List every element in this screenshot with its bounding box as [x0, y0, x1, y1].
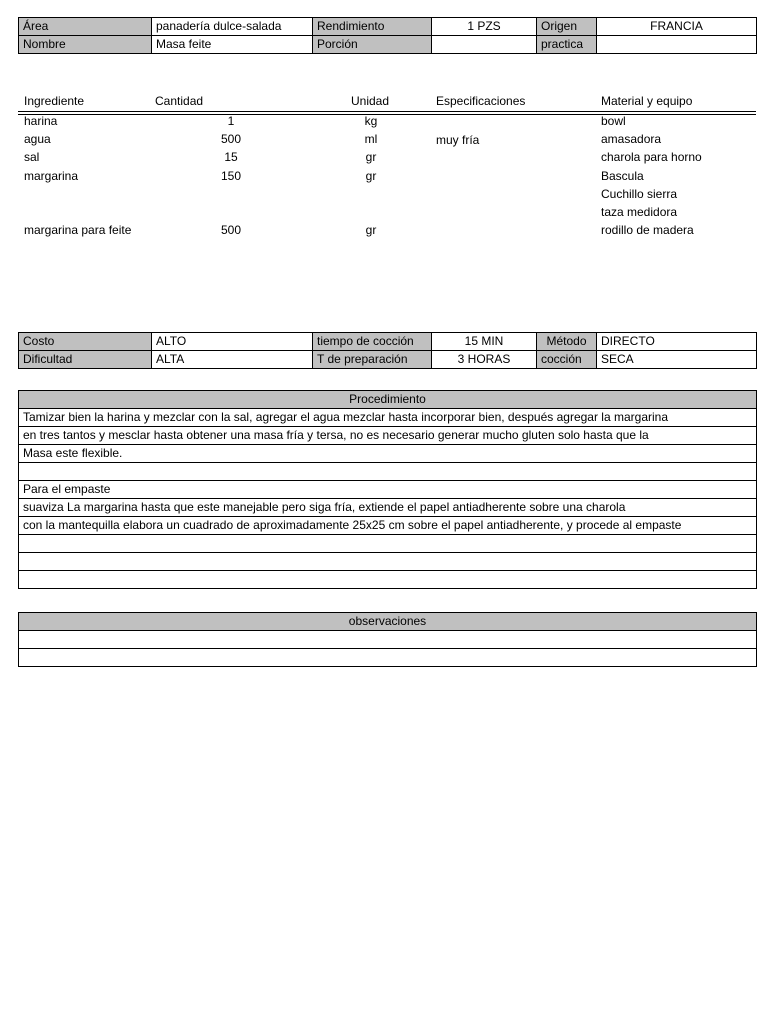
observaciones-line — [19, 649, 757, 667]
porcion-label: Porción — [313, 36, 432, 54]
practica-label: practica — [537, 36, 597, 54]
unidad: gr — [365, 169, 377, 183]
origen-label: Origen — [537, 18, 597, 36]
procedimiento-line: Masa este flexible. — [19, 445, 757, 463]
unidad: gr — [365, 150, 377, 164]
col-material: Material y equipo — [601, 94, 693, 108]
procedimiento-line — [19, 535, 757, 553]
porcion-value — [432, 36, 537, 54]
col-unidad: Unidad — [351, 94, 390, 108]
procedimiento-line: suaviza La margarina hasta que este manejable pero siga fría, extiende el papel antiadherente sobre una charola — [19, 499, 757, 517]
info-table — [18, 332, 757, 369]
preparacion-value: 3 HORAS — [432, 351, 537, 369]
material-item: amasadora — [601, 132, 662, 146]
material-item: rodillo de madera — [601, 223, 694, 237]
origen-value: FRANCIA — [597, 18, 757, 36]
procedimiento-line — [19, 463, 757, 481]
procedimiento-line — [19, 553, 757, 571]
nombre-label: Nombre — [19, 36, 152, 54]
costo-value: ALTO — [152, 333, 313, 351]
header-table — [18, 17, 757, 54]
observaciones-line — [19, 631, 757, 649]
ingredient-row — [18, 114, 756, 132]
ingrediente: agua — [24, 132, 51, 146]
metodo-label: Método — [537, 333, 597, 351]
costo-label: Costo — [19, 333, 152, 351]
unidad: gr — [365, 223, 377, 237]
dificultad-label: Dificultad — [19, 351, 152, 369]
col-ingrediente: Ingrediente — [24, 94, 85, 108]
ingrediente: sal — [24, 150, 40, 164]
ingrediente: harina — [24, 114, 58, 128]
area-label: Área — [19, 18, 152, 36]
tiempo-value: 15 MIN — [432, 333, 537, 351]
preparacion-label: T de preparación — [313, 351, 432, 369]
coccion-value: SECA — [597, 351, 757, 369]
rendimiento-value: 1 PZS — [432, 18, 537, 36]
procedimiento-line: Para el empaste — [19, 481, 757, 499]
unidad: ml — [364, 132, 378, 146]
observaciones-table — [18, 612, 757, 667]
cantidad: 500 — [220, 223, 242, 237]
procedimiento-line: Tamizar bien la harina y mezclar con la sal, agregar el agua mezclar hasta incorporar bien, después agregar la margarina — [19, 409, 757, 427]
procedimiento-line: en tres tantos y mesclar hasta obtener una masa fría y tersa, no es necesario generar mucho gluten solo hasta que la — [19, 427, 757, 445]
col-cantidad: Cantidad — [155, 94, 204, 108]
coccion-label: cocción — [537, 351, 597, 369]
material-item: charola para horno — [601, 150, 702, 164]
material-item: Bascula — [601, 169, 644, 183]
ingrediente: margarina para feite — [24, 223, 132, 237]
practica-value — [597, 36, 757, 54]
cantidad: 500 — [220, 132, 242, 146]
procedimiento-title: Procedimiento — [19, 391, 757, 409]
metodo-value: DIRECTO — [597, 333, 757, 351]
cantidad: 150 — [220, 169, 242, 183]
col-especificaciones: Especificaciones — [436, 94, 526, 108]
dificultad-value: ALTA — [152, 351, 313, 369]
ingredient-row — [18, 169, 756, 187]
procedimiento-table — [18, 390, 757, 589]
cantidad: 15 — [224, 150, 238, 164]
header-rule — [18, 111, 756, 112]
especificaciones: muy fría — [436, 133, 480, 147]
procedimiento-line: con la mantequilla elabora un cuadrado de aproximadamente 25x25 cm sobre el papel antiadherente, y procede al empaste — [19, 517, 757, 535]
material-item: bowl — [601, 114, 626, 128]
ingredients-header — [18, 92, 756, 110]
cantidad: 1 — [227, 114, 235, 128]
area-value: panadería dulce-salada — [152, 18, 313, 36]
tiempo-label: tiempo de cocción — [313, 333, 432, 351]
material-item: taza medidora — [601, 205, 678, 219]
unidad: kg — [364, 114, 378, 128]
ingrediente: margarina — [24, 169, 79, 183]
observaciones-title: observaciones — [19, 613, 757, 631]
procedimiento-line — [19, 571, 757, 589]
rendimiento-label: Rendimiento — [313, 18, 432, 36]
nombre-value: Masa feite — [152, 36, 313, 54]
material-item: Cuchillo sierra — [601, 187, 678, 201]
